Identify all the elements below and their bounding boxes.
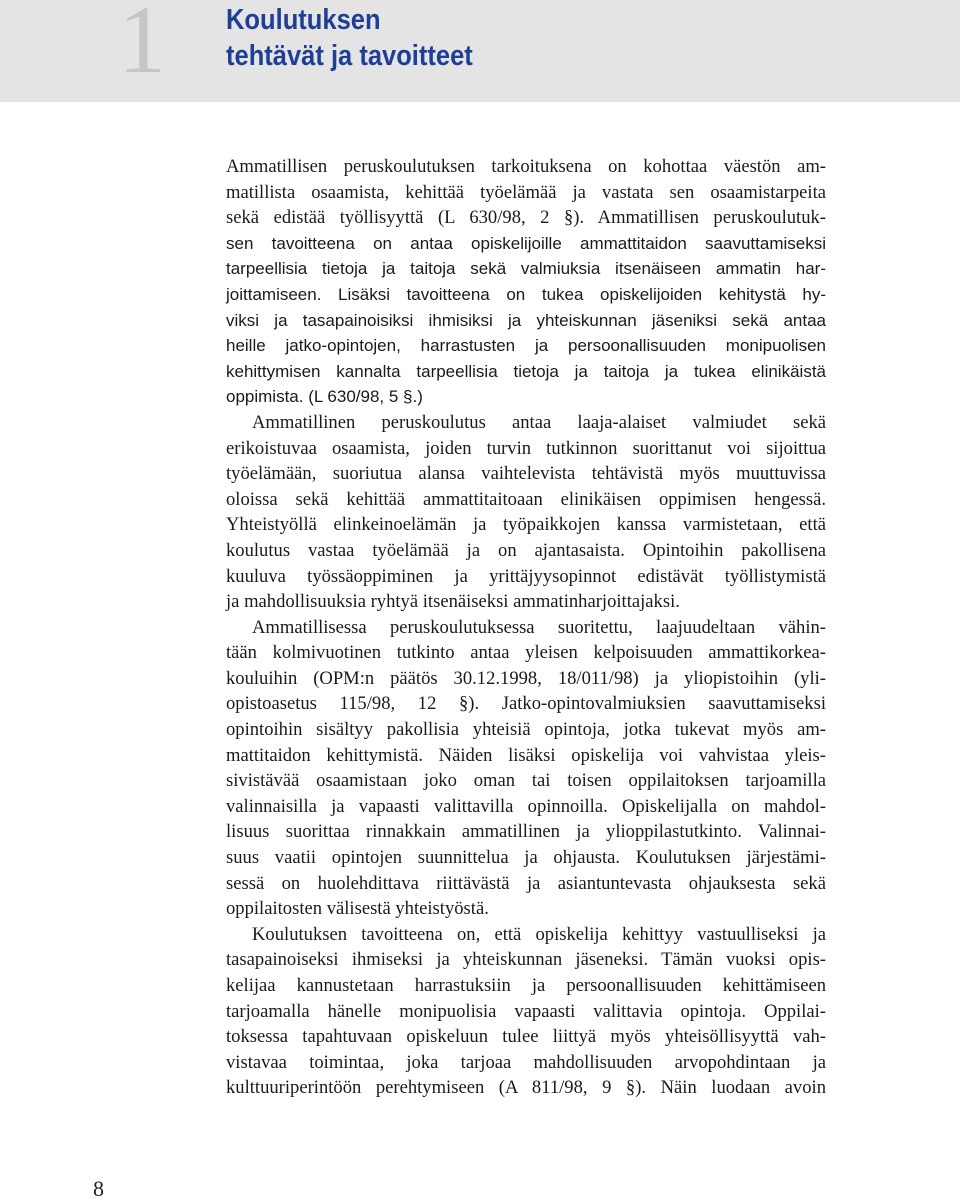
text-line: oloissa sekä kehittää ammattitaitoaan elinikäisen oppimisen hengessä. [226, 488, 826, 510]
chapter-header [0, 0, 960, 102]
chapter-title-line: Koulutuksen [226, 4, 381, 36]
page-number: 8 [93, 1176, 104, 1201]
text-line: tasapainoiseksi ihmiseksi ja yhteiskunnan jäseneksi. Tämän vuoksi opis- [226, 949, 826, 971]
paragraph-1 [226, 154, 826, 410]
chapter-number: 1 [118, 0, 166, 93]
paragraph-4 [226, 922, 826, 1101]
text-line: sessä on huolehdittava riittävästä ja asiantuntevasta ohjauksesta sekä [226, 872, 826, 894]
text-line: vistavaa toimintaa, joka tarjoaa mahdollisuuden arvopohdintaan ja [226, 1051, 826, 1073]
text-line: ja mahdollisuuksia ryhtyä itsenäiseksi ammatinharjoittajaksi. [226, 591, 680, 613]
text-line: heille jatko-opintojen, harrastusten ja persoonallisuuden monipuolisen [226, 336, 826, 356]
text-line: Ammatillisen peruskoulutuksen tarkoituksena on kohottaa väestön am- [226, 156, 826, 177]
text-line: kouluihin (OPM:n päätös 30.12.1998, 18/011/98) ja yliopistoihin (yli- [226, 667, 826, 689]
text-line: työelämään, suoriutua alansa vaihtelevista tehtävistä myös muuttuvissa [226, 463, 826, 485]
text-line: tarpeellisia tietoja ja taitoja sekä valmiuksia itsenäiseen ammatin har- [226, 259, 826, 279]
text-line: sivistävää osaamistaan joko oman tai toisen oppilaitoksen tarjoamilla [226, 770, 826, 792]
text-line: suus vaatii opintojen suunnittelua ja ohjausta. Koulutuksen järjestämi- [226, 847, 826, 869]
chapter-title-line: tehtävät ja tavoitteet [226, 40, 473, 72]
text-line: Koulutuksen tavoitteena on, että opiskelija kehittyy vastuulliseksi ja [252, 923, 826, 945]
text-line: viksi ja tasapainoisiksi ihmisiksi ja yhteiskunnan jäseniksi sekä antaa [226, 310, 826, 330]
paragraph-3 [226, 615, 826, 922]
text-line: tarjoamalla hänelle monipuolisia vapaasti valittavia opintoja. Oppilai- [226, 1000, 826, 1022]
text-line: sen tavoitteena on antaa opiskelijoille ammattitaidon saavuttamiseksi [226, 233, 826, 253]
text-line: kuuluva työssäoppiminen ja yrittäjyysopinnot edistävät työllistymistä [226, 565, 826, 587]
text-line: sekä edistää työllisyyttä (L 630/98, 2 §). Ammatillisen peruskoulutuk- [226, 207, 826, 229]
text-line: joittamiseen. Lisäksi tavoitteena on tukea opiskelijoiden kehitystä hy- [226, 284, 826, 304]
text-line: toksessa tapahtuvaan opiskeluun tulee liittyä myös yhteisöllisyyttä vah- [226, 1026, 826, 1048]
text-line: oppimista. (L 630/98, 5 §.) [226, 387, 423, 407]
body-text [226, 154, 826, 1101]
text-line: koulutus vastaa työelämää ja on ajantasaista. Opintoihin pakollisena [226, 539, 826, 561]
text-line: kehittymisen kannalta tarpeellisia tietoja ja taitoja ja tukea elinikäistä [226, 361, 826, 381]
text-line: mattitaidon kehittymistä. Näiden lisäksi opiskelija voi vahvistaa yleis- [226, 744, 826, 766]
text-line: kelijaa kannustetaan harrastuksiin ja persoonallisuuden kehittämiseen [226, 975, 826, 996]
text-line: erikoistuvaa osaamista, joiden turvin tutkinnon suorittanut voi sijoittua [226, 437, 826, 459]
text-line: opistoasetus 115/98, 12 §). Jatko-opintovalmiuksien saavuttamiseksi [226, 693, 826, 715]
paragraph-2 [226, 410, 826, 615]
text-line: matillista osaamista, kehittää työelämää ja vastata sen osaamistarpeita [226, 181, 826, 203]
text-line: tään kolmivuotinen tutkinto antaa yleisen kelpoisuuden ammattikorkea- [226, 642, 826, 664]
text-line: lisuus suorittaa rinnakkain ammatillinen ja ylioppilastutkinto. Valinnai- [226, 821, 826, 843]
text-line: Yhteistyöllä elinkeinoelämän ja työpaikkojen kanssa varmistetaan, että [226, 514, 826, 536]
chapter-title [226, 2, 473, 74]
text-line: opintoihin sisältyy pakollisia yhteisiä opintoja, jotka tukevat myös am- [226, 719, 826, 741]
text-line: valinnaisilla ja vapaasti valittavilla opinnoilla. Opiskelijalla on mahdol- [226, 795, 826, 817]
text-line: kulttuuriperintöön perehtymiseen (A 811/98, 9 §). Näin luodaan avoin [226, 1077, 826, 1099]
text-line: Ammatillinen peruskoulutus antaa laaja-alaiset valmiudet sekä [252, 411, 826, 433]
text-line: oppilaitosten välisestä yhteistyöstä. [226, 898, 489, 920]
text-line: Ammatillisessa peruskoulutuksessa suoritettu, laajuudeltaan vähin- [252, 616, 826, 638]
